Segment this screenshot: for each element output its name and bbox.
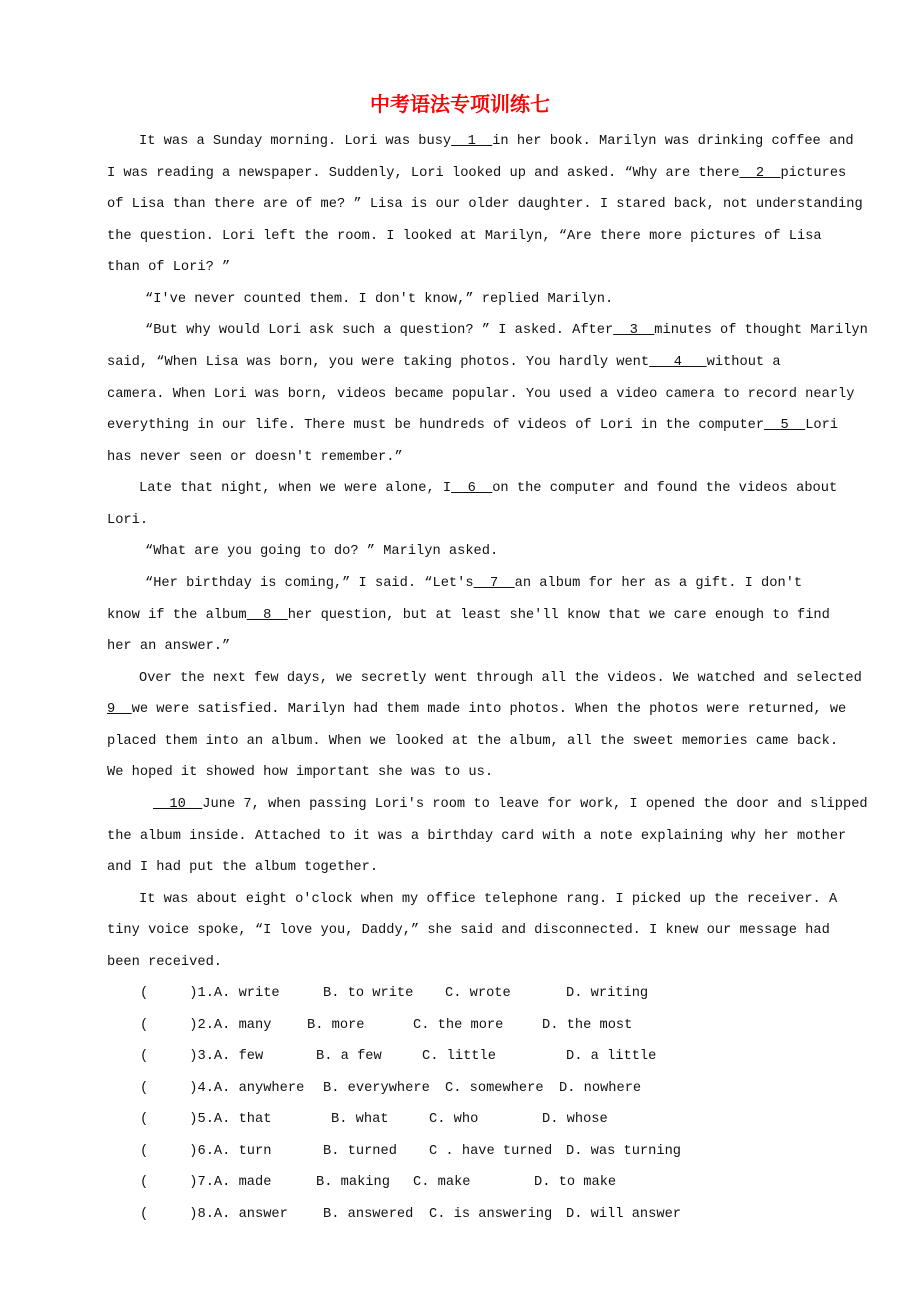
passage-text: I was reading a newspaper. Suddenly, Lori looked up and asked. “Why are there <box>107 165 740 181</box>
answer-blank: 6 <box>451 481 493 497</box>
passage-line <box>107 228 822 246</box>
option-c: C. wrote <box>445 986 511 1001</box>
passage-text: on the computer and found the videos about <box>492 481 838 497</box>
question-number-option-a: ( )4.A. anywhere <box>140 1080 305 1096</box>
passage-text: the question. Lori left the room. I looked at Marilyn, “Are there more pictures of Lisa <box>107 228 822 244</box>
passage-line <box>145 543 498 561</box>
passage-text: in her book. Marilyn was drinking coffee and <box>492 134 854 149</box>
passage-text: We hoped it showed how important she was to us. <box>107 765 494 781</box>
passage-line <box>107 733 838 751</box>
question-number-option-a: ( )7.A. made <box>140 1175 272 1191</box>
passage-line <box>107 764 493 782</box>
option-b: B. answered <box>323 1206 414 1222</box>
passage-text: June 7, when passing Lori's room to leave for work, I opened the door and slipped <box>202 796 868 812</box>
option-d: D. to make <box>534 1175 617 1191</box>
option-d: D. was turning <box>566 1143 681 1159</box>
passage-text: “I've never counted them. I don't know,” replied Marilyn. <box>145 291 614 307</box>
passage-text: Lori <box>805 418 839 434</box>
passage-line <box>107 354 781 372</box>
option-c: C. who <box>429 1112 479 1128</box>
passage-line <box>107 922 830 940</box>
option-d: D. the most <box>542 1017 633 1033</box>
passage-text: placed them into an album. When we looked at the album, all the sweet memories came back. <box>107 733 839 749</box>
passage-text: been received. <box>107 954 222 970</box>
passage-line <box>107 607 830 625</box>
option-d: D. will answer <box>566 1206 681 1222</box>
option-c: C . have turned <box>429 1143 553 1159</box>
passage-line <box>107 449 403 467</box>
passage-text: It was about eight o'clock when my office telephone rang. I picked up the receiver. A <box>139 891 838 907</box>
option-b: B. a few <box>316 1049 382 1065</box>
passage-line <box>139 133 854 151</box>
passage-text: the album inside. Attached to it was a birthday card with a note explaining why her mother <box>107 828 847 844</box>
answer-blank: 1 <box>451 134 493 149</box>
passage-line <box>145 322 868 340</box>
question-number-option-a: ( )2.A. many <box>140 1017 272 1033</box>
option-d: D. nowhere <box>559 1080 642 1096</box>
option-b: B. making <box>316 1175 390 1191</box>
question-number-option-a: ( )8.A. answer <box>140 1206 288 1222</box>
option-d: D. a little <box>566 1049 657 1065</box>
passage-line <box>107 638 230 656</box>
passage-line <box>107 417 838 435</box>
option-c: C. somewhere <box>445 1080 544 1096</box>
answer-blank: 5 <box>764 418 806 434</box>
question-number-option-a: ( )5.A. that <box>140 1112 272 1128</box>
passage-line <box>139 480 837 498</box>
question-number-option-a: ( )1.A. write <box>140 986 280 1001</box>
passage-text: and I had put the album together. <box>107 860 379 876</box>
passage-text: pictures <box>780 165 847 181</box>
passage-text: everything in our life. There must be hundreds of videos of Lori in the computer <box>107 418 765 434</box>
passage-line <box>107 701 846 719</box>
answer-blank: 10 <box>153 796 203 812</box>
option-d: D. whose <box>542 1112 608 1128</box>
passage-line <box>107 165 846 183</box>
passage-text: “But why would Lori ask such a question? ” I asked. After <box>145 323 614 339</box>
option-c: C. make <box>413 1175 471 1191</box>
passage-text: minutes of thought Marilyn <box>654 323 868 339</box>
option-d: D. writing <box>566 986 649 1001</box>
passage-line <box>139 670 862 688</box>
answer-blank: 7 <box>473 575 515 591</box>
answer-blank: 8 <box>246 607 288 623</box>
document-title: 中考语法专项训练七 <box>370 92 550 116</box>
answer-blank: 2 <box>739 165 781 181</box>
option-c: C. is answering <box>429 1206 553 1222</box>
option-c: C. the more <box>413 1017 504 1033</box>
passage-line <box>145 575 802 593</box>
question-number-option-a: ( )6.A. turn <box>140 1143 272 1159</box>
answer-blank: 3 <box>613 323 655 339</box>
passage-text: than of Lori? ” <box>107 260 231 276</box>
passage-line <box>139 891 837 909</box>
passage-text: “What are you going to do? ” Marilyn asked. <box>145 544 499 560</box>
passage-line <box>107 386 854 404</box>
passage-text: camera. When Lori was born, videos became popular. You used a video camera to record nearly <box>107 386 855 402</box>
passage-text: has never seen or doesn't remember.” <box>107 449 403 465</box>
passage-line <box>145 291 613 309</box>
passage-text: tiny voice spoke, “I love you, Daddy,” she said and disconnected. I knew our message had <box>107 923 830 939</box>
passage-text: Late that night, when we were alone, I <box>139 481 452 497</box>
passage-line <box>107 828 846 846</box>
answer-blank: 4 <box>649 354 707 370</box>
passage-text: an album for her as a gift. I don't <box>514 575 803 591</box>
passage-text: said, “When Lisa was born, you were taking photos. You hardly went <box>107 354 650 370</box>
passage-text: “Her birthday is coming,” I said. “Let's <box>145 575 474 591</box>
answer-blank: 9 <box>107 702 132 718</box>
passage-line <box>153 796 868 814</box>
passage-text: Lori. <box>107 512 149 528</box>
passage-line <box>107 512 148 530</box>
passage-line <box>107 954 222 972</box>
passage-text: we were satisfied. Marilyn had them made into photos. When the photos were returned, we <box>131 702 847 718</box>
passage-text: without a <box>706 354 781 370</box>
passage-line <box>107 259 230 277</box>
passage-line <box>107 859 378 877</box>
passage-text: know if the album <box>107 607 247 623</box>
passage-text: Over the next few days, we secretly went through all the videos. We watched and selected <box>139 670 862 686</box>
option-b: B. more <box>307 1017 365 1033</box>
passage-text: her an answer.” <box>107 639 231 655</box>
option-b: B. everywhere <box>323 1080 430 1096</box>
passage-line <box>107 196 863 214</box>
passage-text: It was a Sunday morning. Lori was busy <box>139 134 452 149</box>
option-b: B. what <box>331 1112 389 1128</box>
option-b: B. turned <box>323 1143 397 1159</box>
passage-text: her question, but at least she'll know that we care enough to find <box>287 607 830 623</box>
passage-text: of Lisa than there are of me? ” Lisa is our older daughter. I stared back, not understanding <box>107 197 863 213</box>
option-b: B. to write <box>323 986 414 1001</box>
question-number-option-a: ( )3.A. few <box>140 1049 264 1065</box>
option-c: C. little <box>422 1049 496 1065</box>
